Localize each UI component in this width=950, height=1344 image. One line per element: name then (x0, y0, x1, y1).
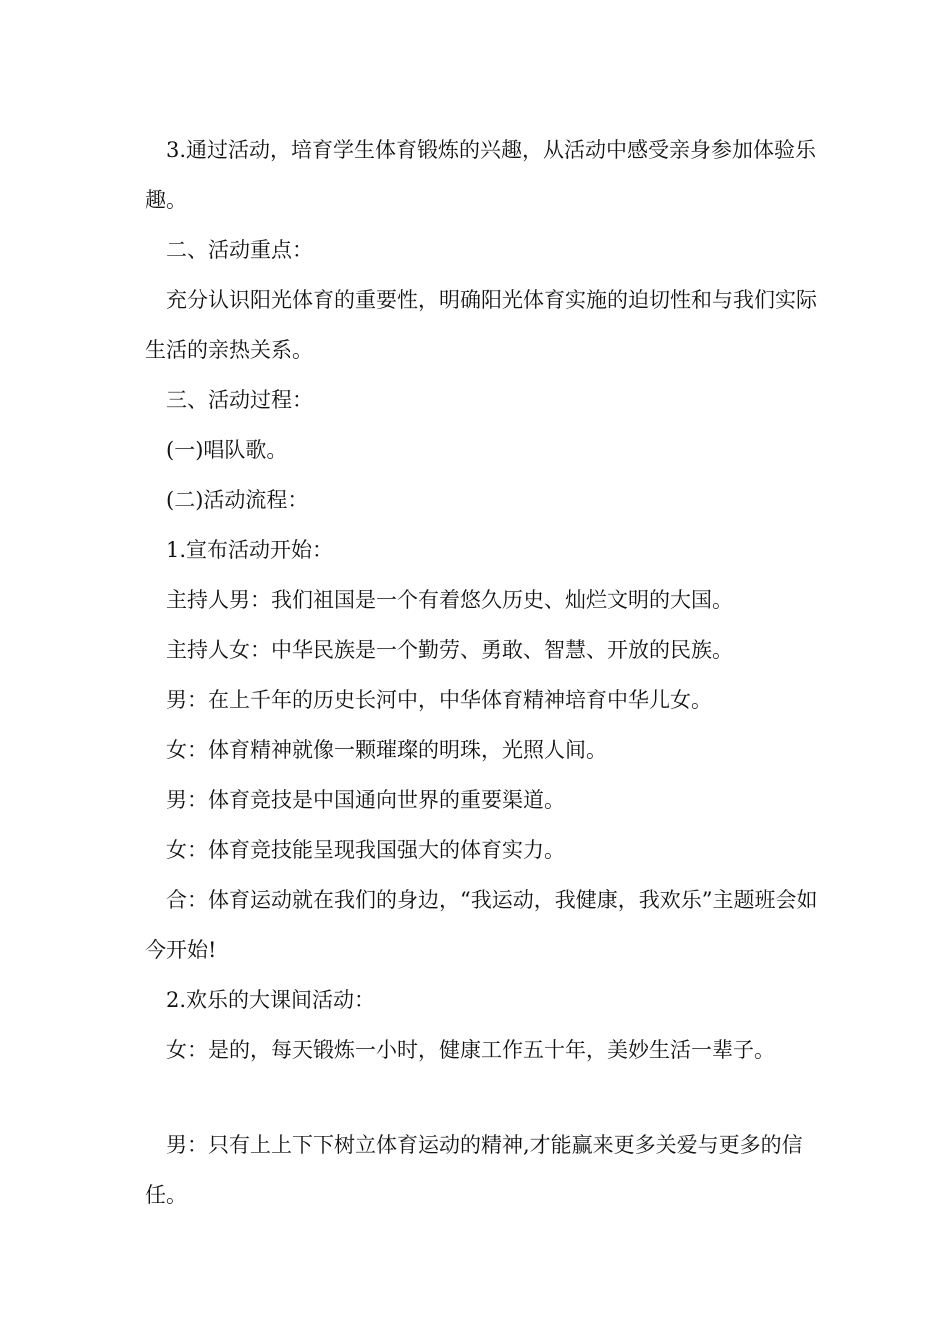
item-activity-flow: (二)活动流程： (166, 488, 309, 512)
dialogue-line: 女：体育竞技能呈现我国强大的体育实力。 (166, 838, 565, 862)
dialogue-line: 主持人男：我们祖国是一个有着悠久历史、灿烂文明的大国。 (166, 588, 733, 612)
paragraph-goal-3: 3.通过活动，培育学生体育锻炼的兴趣，从活动中感受亲身参加体验乐趣。 (145, 138, 817, 212)
item-announce-start: 1.宣布活动开始： (166, 538, 334, 562)
dialogue-line: 男：体育竞技是中国通向世界的重要渠道。 (166, 788, 565, 812)
dialogue-line: 女：体育精神就像一颗璀璨的明珠，光照人间。 (166, 738, 607, 762)
dialogue-line: 男：在上千年的历史长河中，中华体育精神培育中华儿女。 (166, 688, 712, 712)
item-big-break-activity: 2.欢乐的大课间活动： (166, 988, 376, 1012)
dialogue-line: 女：是的，每天锻炼一小时，健康工作五十年，美妙生活一辈子。 (166, 1038, 775, 1062)
item-sing-team-song: (一)唱队歌。 (166, 438, 288, 462)
dialogue-line: 合：体育运动就在我们的身边，“我运动，我健康，我欢乐”主题班会如今开始! (145, 888, 818, 962)
heading-activity-focus: 二、活动重点： (166, 238, 313, 262)
dialogue-line: 主持人女：中华民族是一个勤劳、勇敢、智慧、开放的民族。 (166, 638, 733, 662)
dialogue-line: 男：只有上上下下树立体育运动的精神,才能赢来更多关爱与更多的信任。 (145, 1133, 803, 1207)
heading-activity-process: 三、活动过程： (166, 388, 313, 412)
paragraph-activity-focus: 充分认识阳光体育的重要性，明确阳光体育实施的迫切性和与我们实际生活的亲热关系。 (145, 288, 817, 362)
